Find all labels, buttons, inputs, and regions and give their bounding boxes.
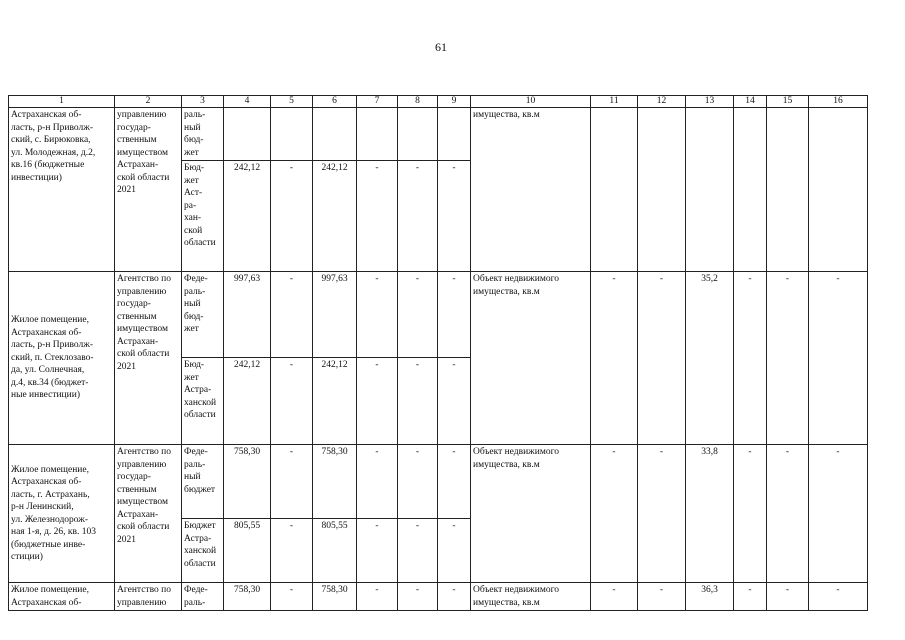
value-cell: - xyxy=(438,358,471,445)
header-cell: 10 xyxy=(471,96,591,108)
indicator-value-cell xyxy=(767,108,809,272)
value-cell xyxy=(357,108,398,161)
header-cell: 13 xyxy=(686,96,734,108)
executor-cell: управлению государ- ственным имуществом Астрахан- ской области 2021 xyxy=(115,108,182,272)
header-cell: 2 xyxy=(115,96,182,108)
value-cell: - xyxy=(271,583,313,611)
indicator-value-cell xyxy=(686,108,734,272)
page-number: 61 xyxy=(435,40,447,54)
indicator-value-cell: 36,3 xyxy=(686,583,734,611)
value-cell: 997,63 xyxy=(224,272,271,358)
header-cell: 5 xyxy=(271,96,313,108)
executor-cell: Агентство по управлению государ- ственным имуществом Астрахан- ской области 2021 xyxy=(115,445,182,583)
table-row xyxy=(9,583,868,611)
value-cell: - xyxy=(357,161,398,272)
header-cell: 7 xyxy=(357,96,398,108)
value-cell xyxy=(438,108,471,161)
value-cell: - xyxy=(357,358,398,445)
funding-source-cell: Бюджет Астра- ханской области xyxy=(182,519,224,583)
table-row xyxy=(9,445,868,519)
object-name-cell: Жилое помещение, Астраханская об- ласть, г. Астрахань, р-н Ленинский, ул. Железнодорож- ная 1-я, д. 26, кв. 103 (бюджетные инве- стиции) xyxy=(9,445,115,583)
executor-cell: Агентство по управлению государ- ственным имуществом Астрахан- ской области 2021 xyxy=(115,272,182,445)
value-cell xyxy=(398,108,438,161)
object-name-cell: Астраханская об- ласть, р-н Приволж- ский, с. Бирюковка, ул. Молодежная, д.2, кв.16 (бюджетные инвестиции) xyxy=(9,108,115,272)
header-cell: 3 xyxy=(182,96,224,108)
header-cell: 1 xyxy=(9,96,115,108)
value-cell: - xyxy=(271,161,313,272)
indicator-value-cell xyxy=(638,108,686,272)
value-cell: - xyxy=(398,272,438,358)
header-cell: 16 xyxy=(809,96,868,108)
value-cell: - xyxy=(271,445,313,519)
indicator-value-cell: - xyxy=(734,272,767,445)
value-cell: 242,12 xyxy=(313,358,357,445)
funding-source-cell: Феде- раль- xyxy=(182,583,224,611)
indicator-cell: Объект недвижимого имущества, кв.м xyxy=(471,445,591,583)
value-cell: - xyxy=(398,519,438,583)
value-cell: - xyxy=(438,583,471,611)
value-cell: 805,55 xyxy=(313,519,357,583)
header-cell: 9 xyxy=(438,96,471,108)
value-cell: 758,30 xyxy=(313,583,357,611)
value-cell: 758,30 xyxy=(313,445,357,519)
indicator-value-cell: - xyxy=(591,445,638,583)
value-cell: 805,55 xyxy=(224,519,271,583)
value-cell: - xyxy=(398,445,438,519)
program-table xyxy=(8,95,868,611)
indicator-cell: Объект недвижимого имущества, кв.м xyxy=(471,583,591,611)
indicator-value-cell: - xyxy=(809,445,868,583)
value-cell xyxy=(224,108,271,161)
value-cell: - xyxy=(438,161,471,272)
value-cell: 242,12 xyxy=(224,358,271,445)
object-name-cell: Жилое помещение, Астраханская об- xyxy=(9,583,115,611)
indicator-cell: имущества, кв.м xyxy=(471,108,591,272)
funding-source-cell: Бюд- жет Астра- ханской области xyxy=(182,358,224,445)
indicator-value-cell: - xyxy=(638,272,686,445)
indicator-value-cell: 33,8 xyxy=(686,445,734,583)
funding-source-cell: Феде- раль- ный бюд- жет xyxy=(182,272,224,358)
indicator-value-cell: - xyxy=(734,445,767,583)
value-cell: - xyxy=(438,272,471,358)
value-cell: - xyxy=(357,583,398,611)
table-row xyxy=(9,272,868,358)
table-row xyxy=(9,108,868,161)
value-cell: - xyxy=(271,519,313,583)
indicator-value-cell: - xyxy=(591,583,638,611)
value-cell: 242,12 xyxy=(313,161,357,272)
value-cell: 997,63 xyxy=(313,272,357,358)
header-cell: 14 xyxy=(734,96,767,108)
header-cell: 11 xyxy=(591,96,638,108)
header-cell: 12 xyxy=(638,96,686,108)
funding-source-cell: Бюд- жет Аст- ра- хан- ской области xyxy=(182,161,224,272)
value-cell: - xyxy=(271,358,313,445)
object-name-cell: Жилое помещение, Астраханская об- ласть, р-н Приволж- ский, п. Стеклозаво- да, ул. Солнечная, д.4, кв.34 (бюджет- ные инвестиции) xyxy=(9,272,115,445)
indicator-value-cell xyxy=(734,108,767,272)
value-cell: - xyxy=(398,161,438,272)
indicator-value-cell: - xyxy=(767,272,809,445)
indicator-value-cell: - xyxy=(809,583,868,611)
funding-source-cell: Феде- раль- ный бюджет xyxy=(182,445,224,519)
indicator-value-cell: - xyxy=(767,583,809,611)
header-cell: 8 xyxy=(398,96,438,108)
executor-cell: Агентство по управлению xyxy=(115,583,182,611)
indicator-value-cell: - xyxy=(767,445,809,583)
indicator-value-cell: - xyxy=(734,583,767,611)
indicator-value-cell: - xyxy=(638,445,686,583)
value-cell: - xyxy=(357,272,398,358)
value-cell: - xyxy=(438,519,471,583)
indicator-value-cell: - xyxy=(638,583,686,611)
indicator-value-cell xyxy=(591,108,638,272)
indicator-value-cell: - xyxy=(809,272,868,445)
funding-source-cell: раль- ный бюд- жет xyxy=(182,108,224,161)
value-cell xyxy=(271,108,313,161)
value-cell xyxy=(313,108,357,161)
column-number-row xyxy=(9,96,868,108)
value-cell: - xyxy=(357,519,398,583)
value-cell: - xyxy=(357,445,398,519)
value-cell: - xyxy=(398,583,438,611)
header-cell: 15 xyxy=(767,96,809,108)
value-cell: - xyxy=(438,445,471,519)
indicator-cell: Объект недвижимого имущества, кв.м xyxy=(471,272,591,445)
value-cell: - xyxy=(271,272,313,358)
header-cell: 6 xyxy=(313,96,357,108)
value-cell: 242,12 xyxy=(224,161,271,272)
value-cell: 758,30 xyxy=(224,583,271,611)
indicator-value-cell xyxy=(809,108,868,272)
indicator-value-cell: 35,2 xyxy=(686,272,734,445)
header-cell: 4 xyxy=(224,96,271,108)
indicator-value-cell: - xyxy=(591,272,638,445)
value-cell: - xyxy=(398,358,438,445)
value-cell: 758,30 xyxy=(224,445,271,519)
